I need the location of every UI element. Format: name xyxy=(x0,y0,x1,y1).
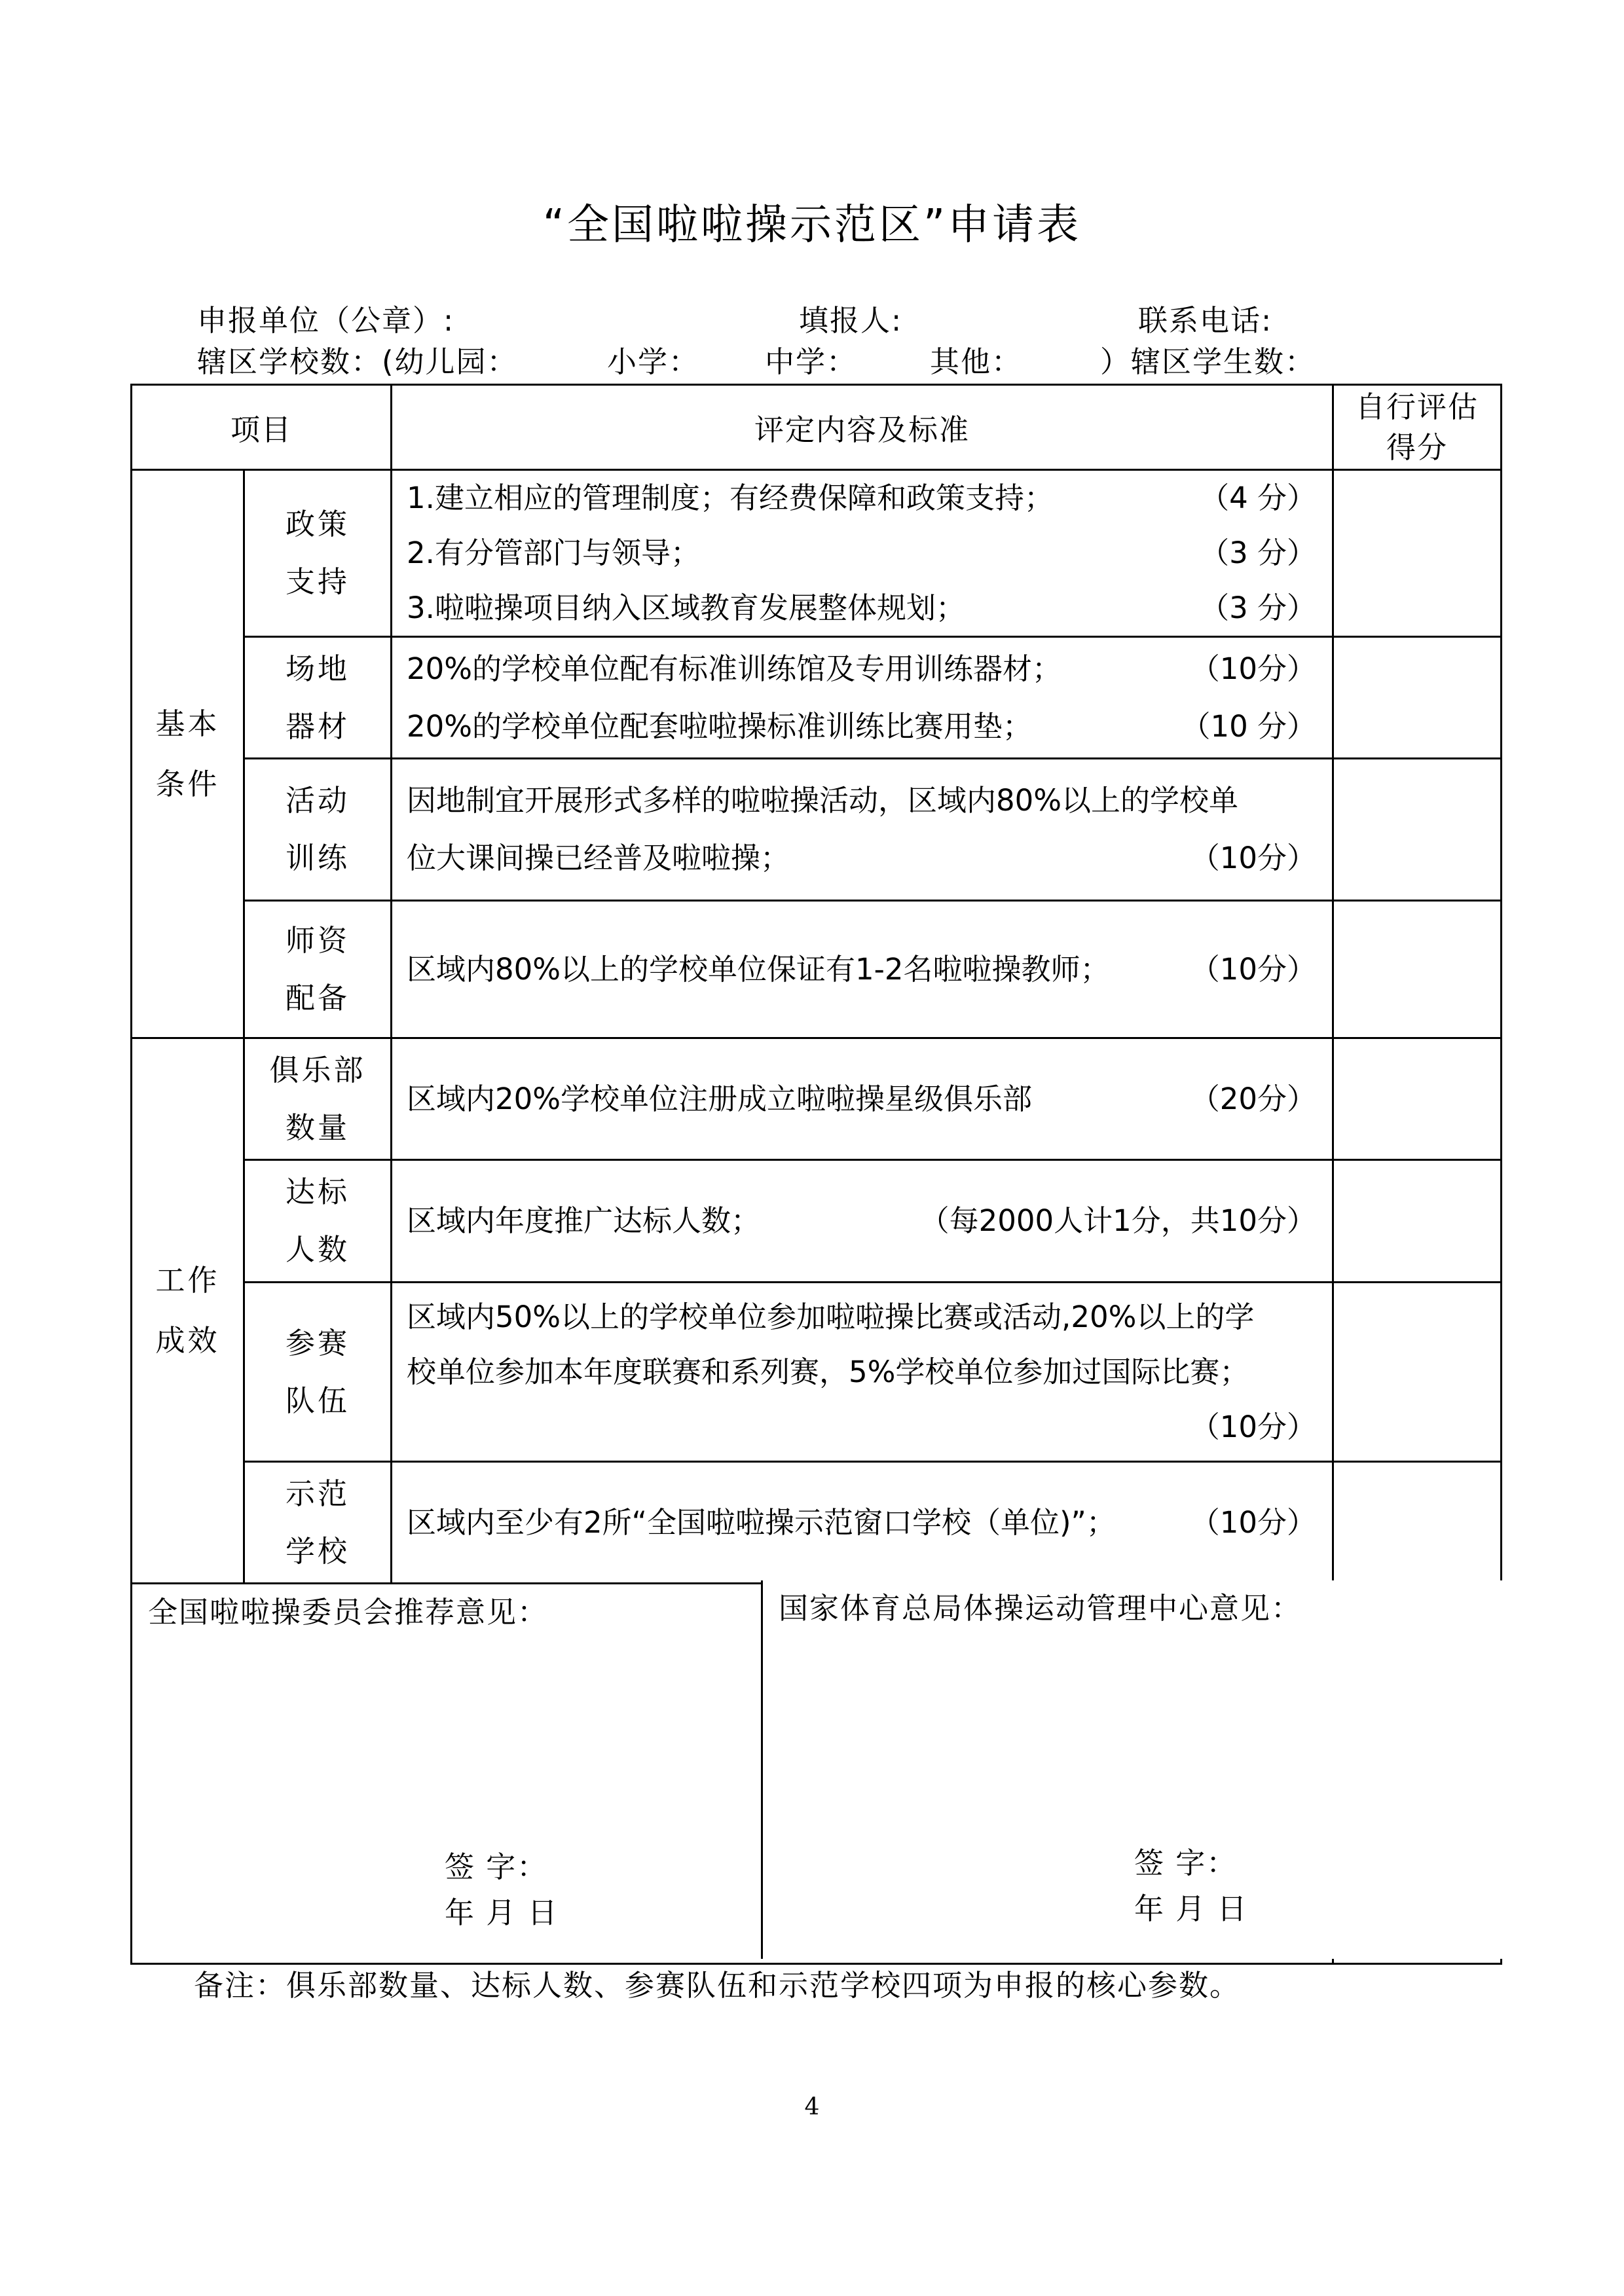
footnote: 备注：俱乐部数量、达标人数、参赛队伍和示范学校四项为申报的核心参数。 xyxy=(194,1968,1241,2003)
sub-label-2: 人数 xyxy=(286,1232,350,1267)
sub-label-1: 场地 xyxy=(286,651,350,686)
criteria-line: 因地制宜开展形式多样的啦啦操活动，区域内80%以上的学校单 xyxy=(407,783,1239,818)
sub-label-1: 活动 xyxy=(286,783,350,818)
section-basic-conditions xyxy=(132,470,244,1038)
sub-item-activity xyxy=(244,759,392,901)
criteria-qualified xyxy=(392,1160,1333,1283)
left-sign-label: 签 字： xyxy=(445,1850,548,1884)
criteria-policy xyxy=(392,470,1333,637)
sub-label-1: 参赛 xyxy=(286,1325,350,1360)
criteria-teams xyxy=(392,1283,1333,1462)
table-row xyxy=(132,1160,1502,1283)
sub-label-2: 支持 xyxy=(286,564,350,599)
sub-item-qualified xyxy=(244,1160,392,1283)
score-label: （10分） xyxy=(1190,841,1317,875)
self-eval-score-cell[interactable] xyxy=(1333,1160,1502,1283)
criteria-line: 校单位参加本年度联赛和系列赛，5%学校单位参加过国际比赛； xyxy=(407,1354,1249,1389)
sub-item-teams xyxy=(244,1283,392,1462)
criteria-line: 位大课间操已经普及啦啦操； xyxy=(407,841,790,875)
table-row xyxy=(132,470,1502,637)
sub-label-1: 俱乐部 xyxy=(269,1052,366,1087)
sub-label-1: 政策 xyxy=(286,507,350,541)
criteria-line: 3.啦啦操项目纳入区域教育发展整体规划； xyxy=(407,591,965,625)
self-eval-score-cell[interactable] xyxy=(1333,1462,1502,1584)
criteria-activity xyxy=(392,759,1333,901)
criteria-line: 20%的学校单位配套啦啦操标准训练比赛用垫； xyxy=(407,708,1033,744)
other-school-label: 其他： xyxy=(930,344,1023,379)
sub-label-1: 达标 xyxy=(286,1175,350,1209)
section-label-2: 成效 xyxy=(155,1323,220,1358)
criteria-line: 区域内50%以上的学校单位参加啦啦操比赛或活动,20%以上的学 xyxy=(407,1299,1255,1334)
col-self-eval-header xyxy=(1333,385,1502,470)
criteria-line: 2.有分管部门与领导； xyxy=(407,536,700,570)
criteria-line: 区域内至少有2所“全国啦啦操示范窗口学校（单位)”； xyxy=(407,1504,1116,1540)
col-criteria-header: 评定内容及标准 xyxy=(392,385,1333,470)
self-eval-score-cell[interactable] xyxy=(1333,470,1502,637)
committee-opinion-label: 全国啦啦操委员会推荐意见： xyxy=(148,1595,549,1630)
page-number: 4 xyxy=(804,2094,820,2121)
self-eval-label-1: 自行评估 xyxy=(1356,389,1479,424)
score-label: （10分） xyxy=(1190,1504,1317,1540)
criteria-line: 区域内80%以上的学校单位保证有1-2名啦啦操教师； xyxy=(407,951,1110,987)
criteria-line: 1.建立相应的管理制度；有经费保障和政策支持； xyxy=(407,481,1054,515)
criteria-line: 区域内年度推广达标人数； xyxy=(407,1203,761,1238)
section-label-1: 工作 xyxy=(155,1263,220,1298)
sub-label-2: 训练 xyxy=(286,841,350,875)
right-sign-label: 签 字： xyxy=(1134,1846,1238,1880)
section-label-2: 条件 xyxy=(155,766,220,801)
form-title: “全国啦啦操示范区”申请表 xyxy=(542,201,1082,249)
self-eval-score-cell[interactable] xyxy=(1333,901,1502,1038)
criteria-clubs xyxy=(392,1038,1333,1160)
section-label-1: 基本 xyxy=(155,706,220,741)
score-label: （4 分） xyxy=(1200,481,1317,515)
sub-label-2: 数量 xyxy=(286,1110,350,1145)
sub-label-2: 器材 xyxy=(286,708,350,744)
table-row xyxy=(132,1462,1502,1584)
score-label: （10 分） xyxy=(1181,708,1317,744)
center-opinion-box xyxy=(761,1580,1502,1959)
sub-label-2: 队伍 xyxy=(286,1383,350,1418)
self-eval-score-cell[interactable] xyxy=(1333,637,1502,759)
table-row xyxy=(132,1283,1502,1462)
sub-item-teachers xyxy=(244,901,392,1038)
right-date-label: 年 月 日 xyxy=(1134,1891,1248,1926)
score-label: （20分） xyxy=(1190,1081,1317,1116)
applicant-label: 申报单位（公章）: xyxy=(197,303,455,338)
left-date-label: 年 月 日 xyxy=(445,1895,559,1930)
center-opinion-label: 国家体育总局体操运动管理中心意见： xyxy=(779,1591,1302,1626)
score-label: （10分） xyxy=(1190,651,1317,686)
table-header-row xyxy=(132,385,1502,470)
sub-item-clubs xyxy=(244,1038,392,1160)
criteria-demo-schools xyxy=(392,1462,1333,1584)
score-label: （10分） xyxy=(1190,951,1317,987)
table-row xyxy=(132,1038,1502,1160)
score-label: （3 分） xyxy=(1200,536,1317,570)
criteria-venue xyxy=(392,637,1333,759)
self-eval-score-cell[interactable] xyxy=(1333,759,1502,901)
table-row xyxy=(132,901,1502,1038)
criteria-line: 20%的学校单位配有标准训练馆及专用训练器材； xyxy=(407,651,1062,686)
sub-label-2: 配备 xyxy=(286,980,350,1015)
criteria-teachers xyxy=(392,901,1333,1038)
sub-item-policy xyxy=(244,470,392,637)
score-label: （3 分） xyxy=(1200,591,1317,625)
section-work-results xyxy=(132,1038,244,1584)
table-row xyxy=(132,759,1502,901)
phone-label: 联系电话: xyxy=(1138,303,1273,338)
middle-school-label: 中学： xyxy=(765,344,858,379)
sub-item-venue xyxy=(244,637,392,759)
school-count-label: 辖区学校数：(幼儿园： xyxy=(197,344,518,379)
self-eval-label-2: 得分 xyxy=(1386,429,1449,465)
filler-label: 填报人: xyxy=(799,303,903,338)
self-eval-score-cell[interactable] xyxy=(1333,1038,1502,1160)
col-item-header: 项目 xyxy=(132,385,392,470)
student-count-label: ）辖区学生数： xyxy=(1100,344,1316,379)
sub-label-1: 师资 xyxy=(286,922,350,958)
criteria-line: 区域内20%学校单位注册成立啦啦操星级俱乐部 xyxy=(407,1081,1033,1116)
score-label: （10分） xyxy=(1190,1409,1317,1444)
self-eval-score-cell[interactable] xyxy=(1333,1283,1502,1462)
score-label: （每2000人计1分，共10分） xyxy=(919,1203,1317,1238)
sub-item-demo-schools xyxy=(244,1462,392,1584)
table-row xyxy=(132,637,1502,759)
sub-label-2: 学校 xyxy=(286,1533,350,1569)
primary-school-label: 小学： xyxy=(607,344,700,379)
sub-label-1: 示范 xyxy=(286,1476,350,1511)
